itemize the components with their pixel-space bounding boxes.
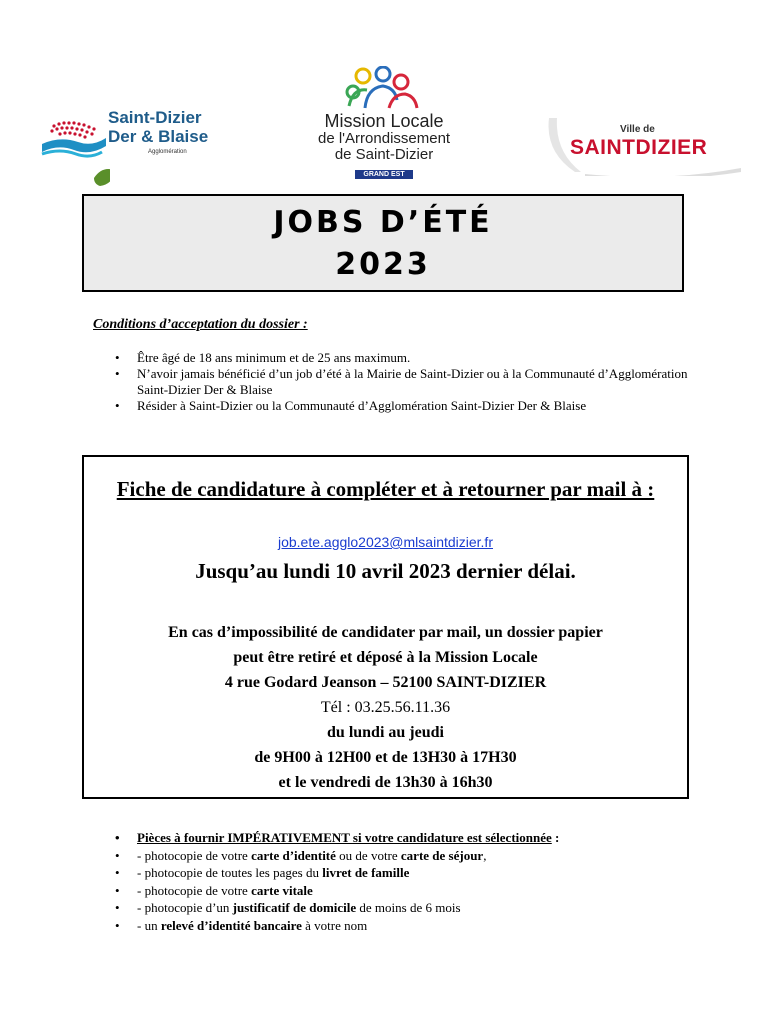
ville-de-label: Ville de	[620, 124, 655, 135]
item-text: - un	[137, 917, 161, 933]
item-text: - photocopie d’un	[137, 900, 233, 915]
address-text: 4 rue Godard Jeanson – 52100 SAINT-DIZIER	[224, 674, 547, 691]
conditions-heading: Conditions d’acceptation du dossier :	[93, 317, 308, 332]
page-title: JOBS D’ÉTÉ	[273, 205, 493, 240]
page-title-year: 2023	[335, 247, 431, 282]
list-item	[93, 864, 713, 882]
agglo-name-line2: Der & Blaise	[108, 127, 209, 146]
list-item	[93, 882, 713, 900]
pieces-list	[93, 829, 713, 934]
pieces-heading-suffix: :	[551, 830, 560, 845]
conditions-list	[93, 350, 693, 414]
list-item	[93, 899, 713, 917]
candidature-title: Fiche de candidature à compléter et à retourner par mail à :	[116, 477, 655, 501]
title-box	[82, 194, 684, 292]
mission-locale-people-icon	[339, 66, 429, 112]
item-bold: carte de séjour	[400, 847, 484, 863]
agglo-wave-icon	[40, 108, 110, 190]
paper-submission-info	[84, 620, 687, 795]
list-item: • N’avoir jamais bénéficié d’un job d’été à la Mairie de Saint-Dizier ou à la Communauté d’Agglomération Saint-Dizier Der & Blaise	[93, 366, 693, 398]
logo-mission-locale	[318, 66, 450, 196]
logo-saint-dizier-der-blaise	[40, 108, 220, 190]
item-bold: justificatif de domicile	[232, 900, 357, 915]
item-text: ,	[483, 847, 487, 863]
item-text: - photocopie de toutes les pages du	[137, 865, 323, 880]
phone-text: Tél : 03.25.56.11.36	[320, 699, 451, 716]
item-text: ou de votre	[335, 847, 401, 863]
pieces-heading	[93, 829, 713, 847]
saint-dizier-wordmark: SAINTDIZIER	[570, 136, 708, 159]
list-item	[93, 847, 713, 865]
opening-hours: de 9H00 à 12H00 et de 13H30 à 17H30	[254, 749, 517, 766]
candidature-box	[82, 455, 689, 799]
item-text: à votre nom	[301, 917, 368, 933]
item-text: - photocopie de votre	[137, 882, 252, 898]
agglo-subtitle: Agglomération	[148, 149, 187, 155]
deadline-text: Jusqu’au lundi 10 avril 2023 dernier délai.	[195, 559, 576, 583]
list-item: • Être âgé de 18 ans minimum et de 25 ans maximum.	[93, 350, 693, 366]
mission-locale-line3: de Saint-Dizier	[334, 146, 434, 163]
paper-line-2: peut être retiré et déposé à la Mission Locale	[233, 649, 538, 666]
friday-hours: et le vendredi de 13h30 à 16h30	[278, 774, 493, 791]
item-bold: livret de famille	[322, 865, 410, 880]
mission-locale-line2: de l'Arrondissement	[318, 130, 451, 147]
paper-line-1: En cas d’impossibilité de candidater par mail, un dossier papier	[168, 624, 603, 641]
item-bold: carte vitale	[251, 882, 313, 898]
agglo-name-line1: Saint-Dizier	[108, 108, 202, 127]
pieces-heading-text: Pièces à fournir IMPÉRATIVEMENT si votre candidature est sélectionnée	[137, 830, 552, 845]
opening-days: du lundi au jeudi	[327, 724, 444, 741]
list-item: • Résider à Saint-Dizier ou la Communauté d’Agglomération Saint-Dizier Der & Blaise	[93, 398, 693, 414]
item-bold: relevé d’identité bancaire	[160, 917, 302, 933]
item-text: de moins de 6 mois	[356, 900, 461, 915]
item-text: - photocopie de votre	[137, 847, 252, 863]
grand-est-badge: GRAND EST	[355, 170, 412, 179]
email-link[interactable]: job.ete.agglo2023@mlsaintdizier.fr	[277, 534, 493, 550]
mission-locale-line1: Mission Locale	[324, 111, 444, 131]
logo-ville-saint-dizier	[545, 112, 745, 176]
list-item	[93, 917, 713, 935]
item-bold: carte d’identité	[251, 847, 336, 863]
